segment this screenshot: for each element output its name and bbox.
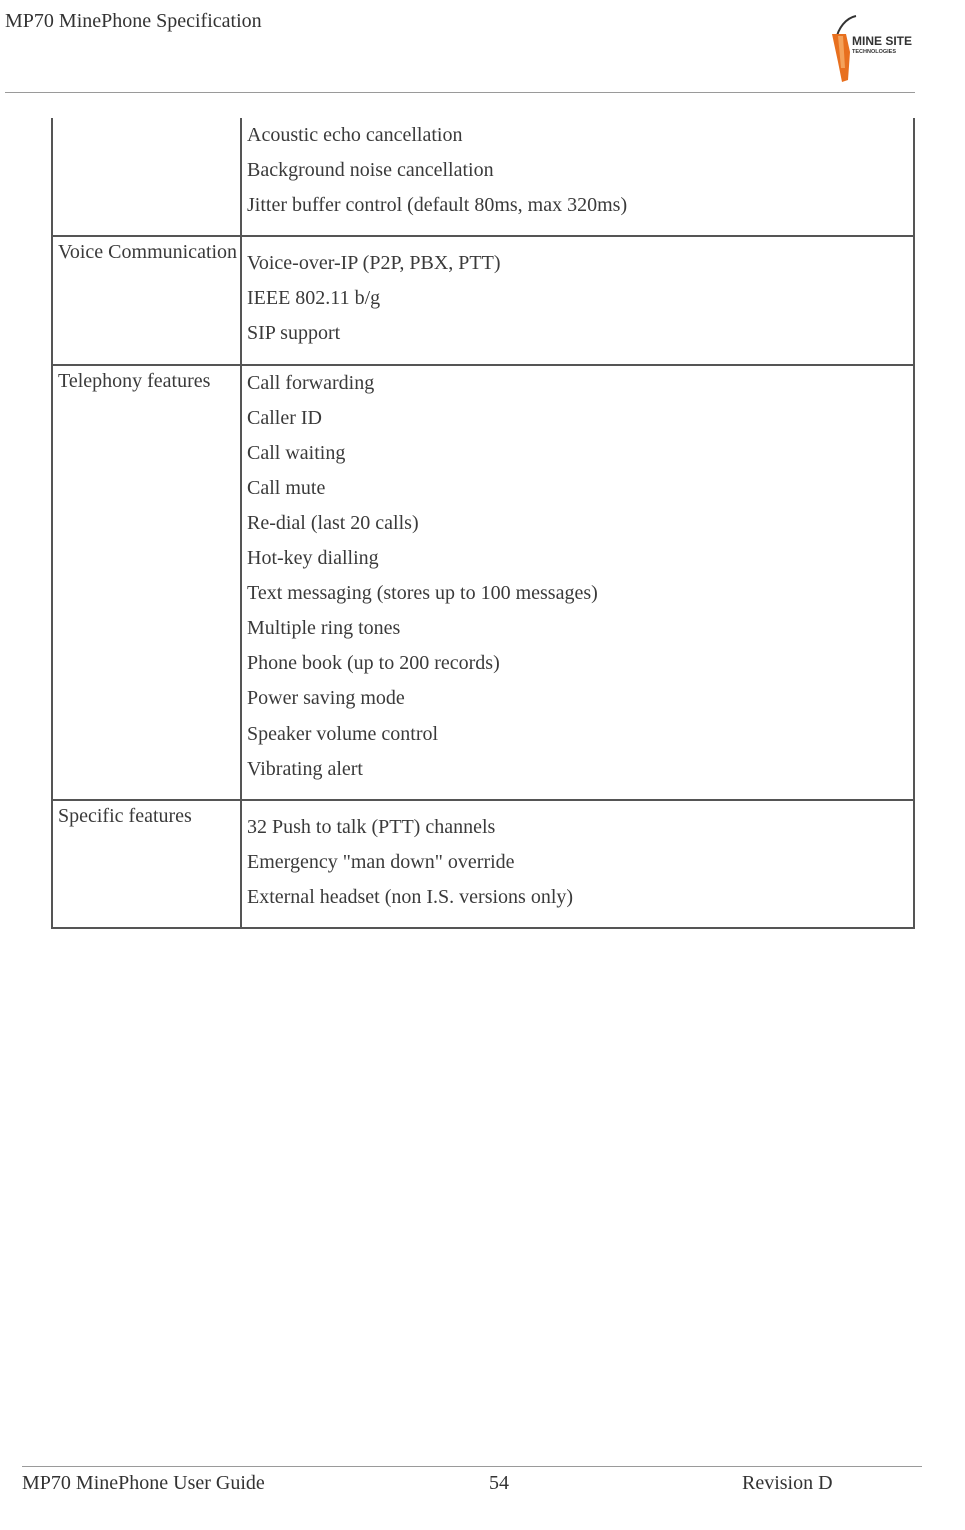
footer-page-number: 54 (489, 1472, 509, 1494)
feature-item: Acoustic echo cancellation (247, 124, 463, 146)
feature-list-cell (241, 118, 914, 236)
feature-item: 32 Push to talk (PTT) channels (247, 815, 496, 838)
feature-list-cell (241, 365, 914, 800)
logo-text-line2: TECHNOLOGIES (852, 49, 897, 55)
feature-item: Phone book (up to 200 records) (247, 652, 500, 675)
category-cell (52, 118, 241, 236)
feature-item: Text messaging (stores up to 100 messages) (247, 582, 598, 605)
category-cell: Telephony features (52, 365, 241, 800)
feature-item: Jitter buffer control (default 80ms, max 320ms) (247, 194, 628, 217)
logo-text-line1: MINE SITE (852, 34, 913, 48)
feature-list-cell (241, 236, 914, 364)
footer-revision: Revision D (742, 1472, 833, 1494)
feature-item: Vibrating alert (247, 757, 363, 780)
category-cell: Specific features (52, 800, 241, 928)
header-divider (5, 92, 915, 93)
footer-divider (22, 1466, 922, 1467)
feature-list-cell (241, 800, 914, 928)
feature-item: Voice-over-IP (P2P, PBX, PTT) (247, 252, 501, 275)
category-cell: Voice Communication (52, 236, 241, 364)
feature-item: Call forwarding (247, 371, 375, 394)
feature-item: Call mute (247, 476, 326, 499)
feature-item: Power saving mode (247, 687, 405, 710)
footer-guide-title: MP70 MinePhone User Guide (22, 1472, 265, 1494)
feature-item: Emergency "man down" override (247, 850, 515, 873)
feature-item: SIP support (247, 322, 341, 345)
table-row (52, 118, 914, 236)
feature-item: Speaker volume control (247, 722, 439, 745)
table-row (52, 800, 914, 928)
feature-item: Call waiting (247, 441, 346, 464)
table-row (52, 365, 914, 800)
feature-item: Multiple ring tones (247, 617, 401, 640)
specification-table (51, 118, 915, 929)
feature-item: Caller ID (247, 406, 322, 429)
table-row (52, 236, 914, 364)
feature-item: Re-dial (last 20 calls) (247, 511, 419, 534)
feature-item: External headset (non I.S. versions only) (247, 885, 574, 908)
mine-site-technologies-logo (826, 12, 918, 86)
document-header-title: MP70 MinePhone Specification (5, 10, 262, 32)
feature-item: IEEE 802.11 b/g (247, 287, 381, 310)
feature-item: Hot-key dialling (247, 547, 379, 570)
feature-item: Background noise cancellation (247, 159, 494, 182)
